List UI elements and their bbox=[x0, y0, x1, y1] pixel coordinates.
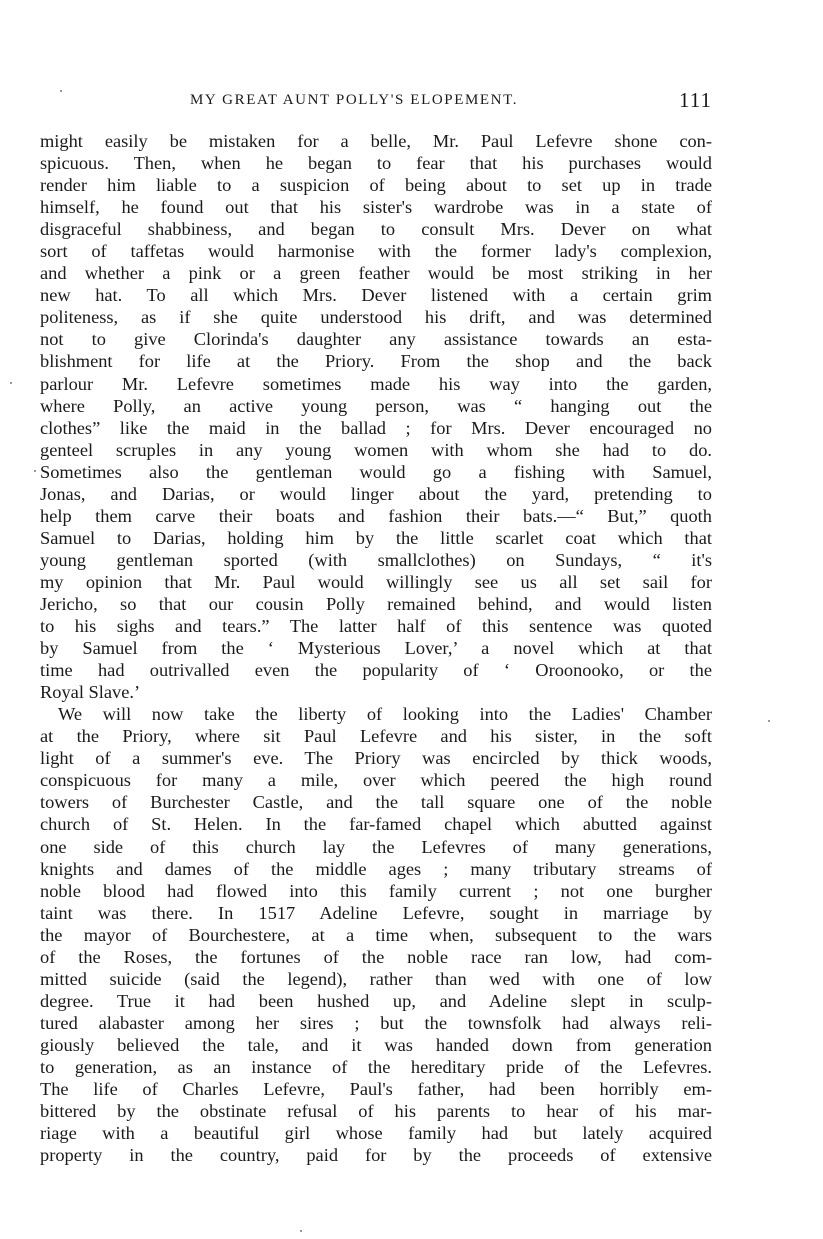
text-line: parlour Mr. Lefevre sometimes made his way into the garden, bbox=[40, 373, 712, 394]
scan-speck bbox=[34, 470, 36, 472]
text-line: spicuous. Then, when he began to fear that his purchases would bbox=[40, 153, 712, 174]
text-line: property in the country, paid for by the proceeds of extensive bbox=[40, 1145, 712, 1166]
text-line: young gentleman sported (with smallclothes) on Sundays, “ it's bbox=[40, 549, 712, 570]
text-line: riage with a beautiful girl whose family had but lately acquired bbox=[40, 1123, 712, 1144]
scan-speck bbox=[300, 1230, 302, 1232]
text-line: knights and dames of the middle ages ; many tributary streams of bbox=[40, 858, 712, 879]
text-line: time had outrivalled even the popularity of ‘ Oroonooko, or the bbox=[40, 660, 712, 681]
text-line: giously believed the tale, and it was handed down from generation bbox=[40, 1034, 712, 1055]
scan-speck bbox=[10, 382, 12, 384]
text-line: sort of taffetas would harmonise with the former lady's complexion, bbox=[40, 241, 712, 262]
text-line: new hat. To all which Mrs. Dever listened with a certain grim bbox=[40, 285, 712, 306]
text-line: tured alabaster among her sires ; but the townsfolk had always reli- bbox=[40, 1012, 712, 1033]
body-text bbox=[40, 130, 712, 1166]
text-line: Samuel to Darias, holding him by the little scarlet coat which that bbox=[40, 527, 712, 548]
text-line: not to give Clorinda's daughter any assistance towards an esta- bbox=[40, 329, 712, 350]
running-header bbox=[40, 88, 712, 114]
text-line: at the Priory, where sit Paul Lefevre and his sister, in the soft bbox=[40, 726, 712, 747]
text-line: The life of Charles Lefevre, Paul's father, had been horribly em- bbox=[40, 1079, 712, 1100]
text-line: noble blood had flowed into this family current ; not one burgher bbox=[40, 880, 712, 901]
text-line: to his sighs and tears.” The latter half of this sentence was quoted bbox=[40, 616, 712, 637]
scan-speck bbox=[768, 720, 770, 722]
text-line: clothes” like the maid in the ballad ; for Mrs. Dever encouraged no bbox=[40, 417, 712, 438]
text-line: politeness, as if she quite understood his drift, and was determined bbox=[40, 307, 712, 328]
text-line: might easily be mistaken for a belle, Mr. Paul Lefevre shone con- bbox=[40, 131, 712, 151]
text-line: help them carve their boats and fashion their bats.—“ But,” quoth bbox=[40, 505, 712, 526]
text-line: himself, he found out that his sister's wardrobe was in a state of bbox=[40, 197, 712, 218]
text-line: of the Roses, the fortunes of the noble race ran low, had com- bbox=[40, 946, 712, 967]
paragraph-start-line: We will now take the liberty of looking into the Ladies' Chamber bbox=[58, 704, 712, 725]
text-line: conspicuous for many a mile, over which peered the high round bbox=[40, 770, 712, 791]
text-line: to generation, as an instance of the hereditary pride of the Lefevres. bbox=[40, 1056, 712, 1077]
text-line: Jonas, and Darias, or would linger about the yard, pretending to bbox=[40, 483, 712, 504]
text-line: taint was there. In 1517 Adeline Lefevre, sought in marriage by bbox=[40, 902, 712, 923]
text-line: genteel scruples in any young women with whom she had to do. bbox=[40, 439, 712, 460]
text-line: degree. True it had been hushed up, and Adeline slept in sculp- bbox=[40, 990, 712, 1011]
text-line: Jericho, so that our cousin Polly remained behind, and would listen bbox=[40, 593, 712, 614]
text-line: and whether a pink or a green feather would be most striking in her bbox=[40, 263, 712, 284]
text-line: Sometimes also the gentleman would go a fishing with Samuel, bbox=[40, 461, 712, 482]
text-line: towers of Burchester Castle, and the tall square one of the noble bbox=[40, 792, 712, 813]
text-line: mitted suicide (said the legend), rather than wed with one of low bbox=[40, 968, 712, 989]
text-line: bittered by the obstinate refusal of his parents to hear of his mar- bbox=[40, 1101, 712, 1122]
text-line: blishment for life at the Priory. From the shop and the back bbox=[40, 351, 712, 372]
text-line: the mayor of Bourchestere, at a time when, subsequent to the wars bbox=[40, 924, 712, 945]
text-line: my opinion that Mr. Paul would willingly see us all set sail for bbox=[40, 571, 712, 592]
page-number: 111 bbox=[679, 88, 712, 112]
text-line: church of St. Helen. In the far-famed chapel which abutted against bbox=[40, 814, 712, 835]
scan-speck bbox=[60, 90, 62, 92]
text-line: render him liable to a suspicion of being about to set up in trade bbox=[40, 175, 712, 196]
text-line: disgraceful shabbiness, and began to consult Mrs. Dever on what bbox=[40, 219, 712, 240]
paragraph-end-line: Royal Slave.’ bbox=[40, 682, 141, 703]
text-line: light of a summer's eve. The Priory was encircled by thick woods, bbox=[40, 748, 712, 769]
text-line: by Samuel from the ‘ Mysterious Lover,’ a novel which at that bbox=[40, 638, 712, 659]
running-title: MY GREAT AUNT POLLY'S ELOPEMENT. bbox=[190, 92, 519, 108]
text-line: one side of this church lay the Lefevres of many generations, bbox=[40, 836, 712, 857]
text-line: where Polly, an active young person, was “ hanging out the bbox=[40, 395, 712, 416]
